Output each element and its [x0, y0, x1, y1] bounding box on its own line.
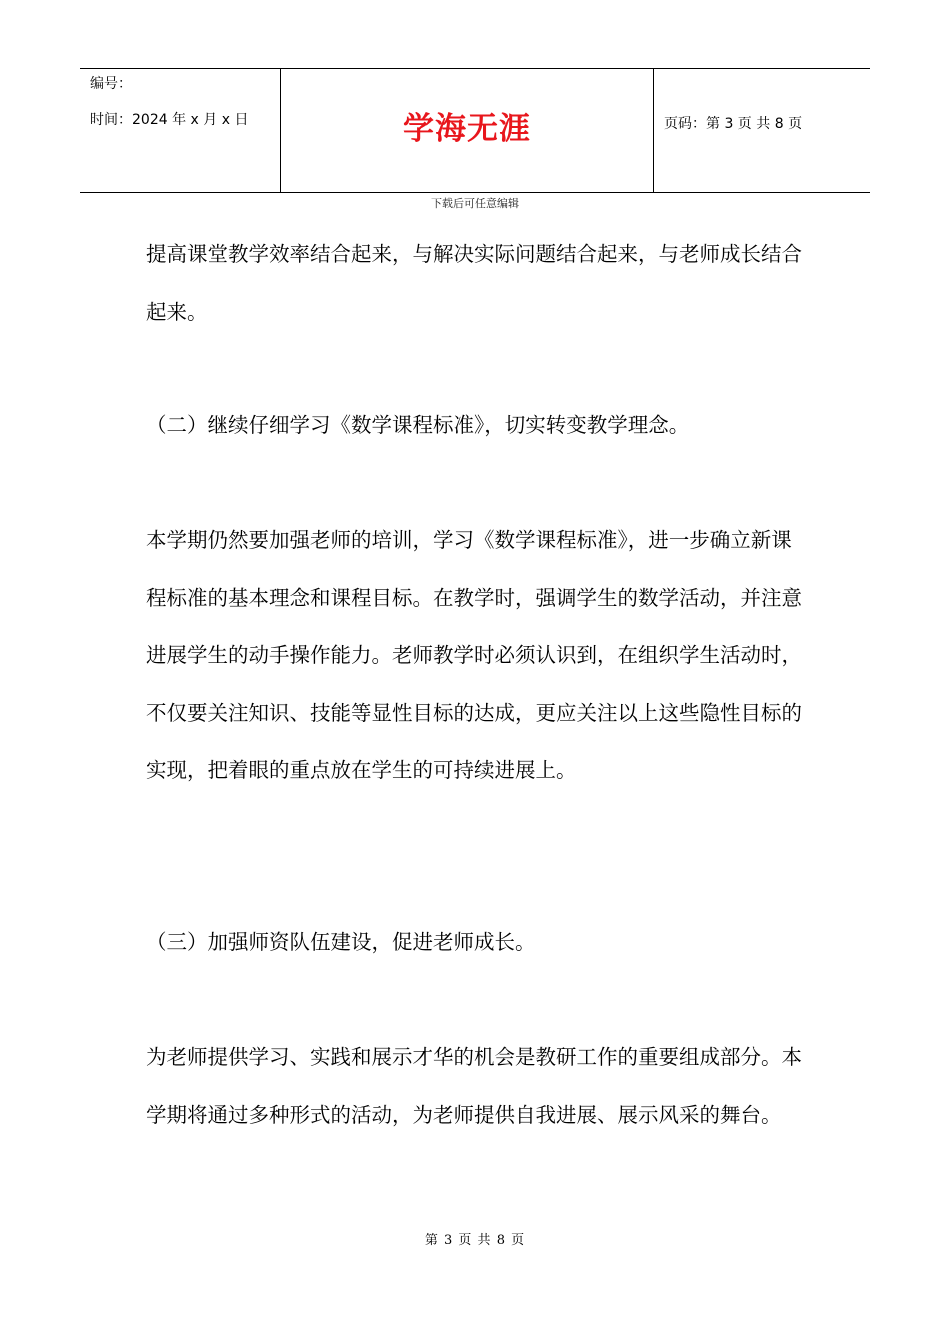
section-heading-3: （三）加强师资队伍建设，促进老师成长。: [146, 930, 536, 954]
header-page-cell: [654, 69, 870, 192]
section-heading-2: （二）继续仔细学习《数学课程标准》，切实转变教学理念。: [146, 413, 690, 437]
page-header: [80, 68, 870, 193]
edit-note: 下载后可任意编辑: [431, 197, 519, 210]
document-number-label: 编号：: [90, 76, 132, 92]
paragraph-2: 本学期仍然要加强老师的培训，学习《数学课程标准》，进一步确立新课程标准的基本理念和课程目标。在教学时，强调学生的数学活动，并注意进展学生的动手操作能力。老师教学时必须认识到，在组织学生活动时，不仅要关注知识、技能等显性目标的达成，更应关注以上这些隐性目标的实现，把着眼的重点放在学生的可持续进展上。: [146, 528, 802, 782]
document-time-label: 时间：2024 年 x 月 x 日: [90, 112, 249, 128]
header-brand-cell: [281, 69, 654, 192]
header-page-number: 页码：第 3 页 共 8 页: [664, 116, 803, 132]
paragraph-1: 提高课堂教学效率结合起来，与解决实际问题结合起来，与老师成长结合起来。: [146, 242, 802, 324]
page-footer: 第 3 页 共 8 页: [424, 1233, 526, 1248]
paragraph-3: 为老师提供学习、实践和展示才华的机会是教研工作的重要组成部分。本学期将通过多种形式的活动，为老师提供自我进展、展示风采的舞台。: [146, 1045, 802, 1127]
brand-title: 学海无涯: [403, 111, 531, 147]
header-meta-cell: [80, 69, 281, 192]
